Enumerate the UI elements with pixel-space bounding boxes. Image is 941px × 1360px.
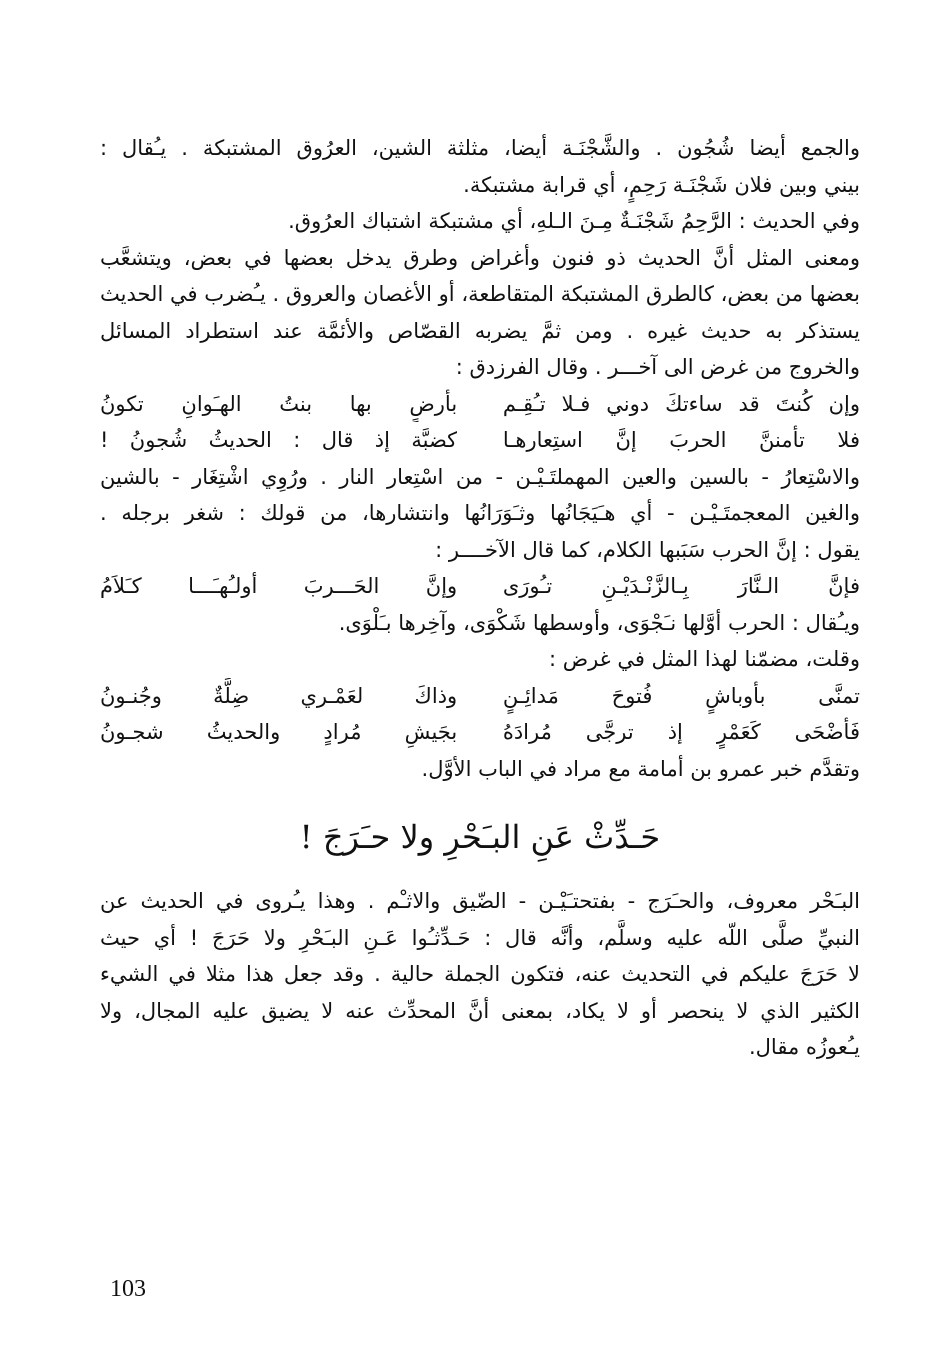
verse-second-hemistich: وذاكَ لعَمْـري ضِلَّةٌ وجُنـونُ bbox=[100, 683, 458, 708]
verse-first-hemistich: وإن كُنتَ قد ساءتكَ دوني فـلا تـُقِـم bbox=[502, 391, 860, 416]
text-line: النبيِّ صلَّى اللّه عليه وسلَّم، وأنَّه قال : حَـدِّثـُوا عَـنِ البـَحْرِ ولا حَرَجَ ! أي حيث bbox=[100, 925, 860, 950]
text-line: وتقدَّم خبر عمرو بن أمامة مع مراد في الباب الأوَّل. bbox=[421, 756, 860, 781]
verse-first-hemistich: فإنَّ الـنَّارَ بِـالزَّنْـدَيْـنِ تـُورَى bbox=[502, 574, 860, 598]
text-line: بعضها من بعض، كالطرق المشتبكة المتقاطعة، أو الأغصان والعروق . يـُضرب في الحديث bbox=[100, 282, 860, 306]
verse-first-hemistich: فَأضْحَى كَعَمْرٍ إذ ترجَّى مُرادَهُ bbox=[502, 720, 860, 744]
text-line: البـَحْر معروف، والحـَرَج - بفتحتـَيْـن - الضّيق والاثـْم . وهذا يـُروى في الحديث عن bbox=[100, 889, 860, 913]
text-line: والاسْتِعارُ - بالسين والعين المهملتَـيْـن - من اسْتِعار النار . ورُوِي اشْتِغَار - بالشين bbox=[100, 464, 860, 489]
text-line: يقول : إنَّ الحرب سَبَبها الكلام، كما قال الآخــــر : bbox=[435, 537, 860, 562]
text-line: يـُعوزُه مقال. bbox=[749, 1035, 860, 1059]
verse-first-hemistich: فلا تأمننَّ الحربَ إنَّ استِعارهـا bbox=[502, 428, 860, 452]
text-line: بيني وبين فلان شَجْنَـة رَحِمٍ، أي قرابة مشتبكة. bbox=[463, 172, 860, 197]
text-line: والغين المعجمتَـيْـن - أي هـَيَجَانُها وثـَوَرَانُها وانتشارها، من قولك : شغر برجله . bbox=[100, 501, 860, 525]
text-line: والخروج من غرض الى آخـــر . وقال الفرزدق : bbox=[455, 355, 860, 379]
poem-verse bbox=[100, 568, 860, 605]
verse-first-hemistich: تمنَّى بأوباشٍ فُتوحَ مَدائِـنٍ bbox=[502, 683, 860, 708]
section-heading: حَـدِّثْ عَنِ البـَحْرِ ولا حـَرَجَ ! bbox=[299, 818, 661, 856]
poem-verse bbox=[100, 714, 860, 751]
poem-verse bbox=[100, 386, 860, 423]
text-line: يستذكر به حديث غيره . ومن ثمَّ يضربه القصّاص والأئمَّة عند استطراد المسائل bbox=[100, 318, 860, 343]
text-line: وفي الحديث : الرَّحِمُ شَجْنَـةٌ مِـنَ الـلهِ، أي مشتبكة اشتباك العرُوق. bbox=[288, 209, 860, 233]
poem-verse bbox=[100, 678, 860, 715]
poem-verse bbox=[100, 422, 860, 459]
text-line: ويـُقال : الحرب أوَّلها نـَجْوَى، وأوسطها شَكْوَى، وآخِرها بـَلْوَى. bbox=[338, 610, 860, 635]
text-line: الكثير الذي لا ينحصر أو لا يكاد، بمعنى أنَّ المحدِّث عنه لا يضيق عليه المجال، ولا bbox=[100, 998, 860, 1023]
verse-second-hemistich: بأرضٍ بها بنتُ الهـَوانِ تكونُ bbox=[100, 391, 458, 416]
text-line: والجمع أيضا شُجُون . والشَّجْنَـة أيضا، مثلثة الشين، العرُوق المشتبكة . يـُقال : bbox=[100, 136, 860, 160]
text-line: ومعنى المثل أنَّ الحديث ذو فنون وأغراض وطرق يدخل بعضها في بعض، ويتشعَّب bbox=[100, 245, 860, 270]
page-number: 103 bbox=[110, 1276, 146, 1302]
text-line: وقلت، مضمّنا لهذا المثل في غرض : bbox=[548, 647, 860, 671]
verse-second-hemistich: بجَيشِ مُرادٍ والحديثُ شجـونُ bbox=[100, 720, 458, 744]
page-body bbox=[100, 130, 860, 1066]
verse-second-hemistich: كضبَّة إذ قال : الحديثُ شُجونُ ! bbox=[100, 428, 458, 452]
verse-second-hemistich: وإنَّ الحَـــربَ أولـُهـَـــا كـَلاَمُ bbox=[100, 574, 458, 598]
text-line: لا حَرَجَ عليكم في التحديث عنه، فتكون الجملة حالية . وقد جعل هذا مثلا في الشيء bbox=[100, 962, 860, 986]
